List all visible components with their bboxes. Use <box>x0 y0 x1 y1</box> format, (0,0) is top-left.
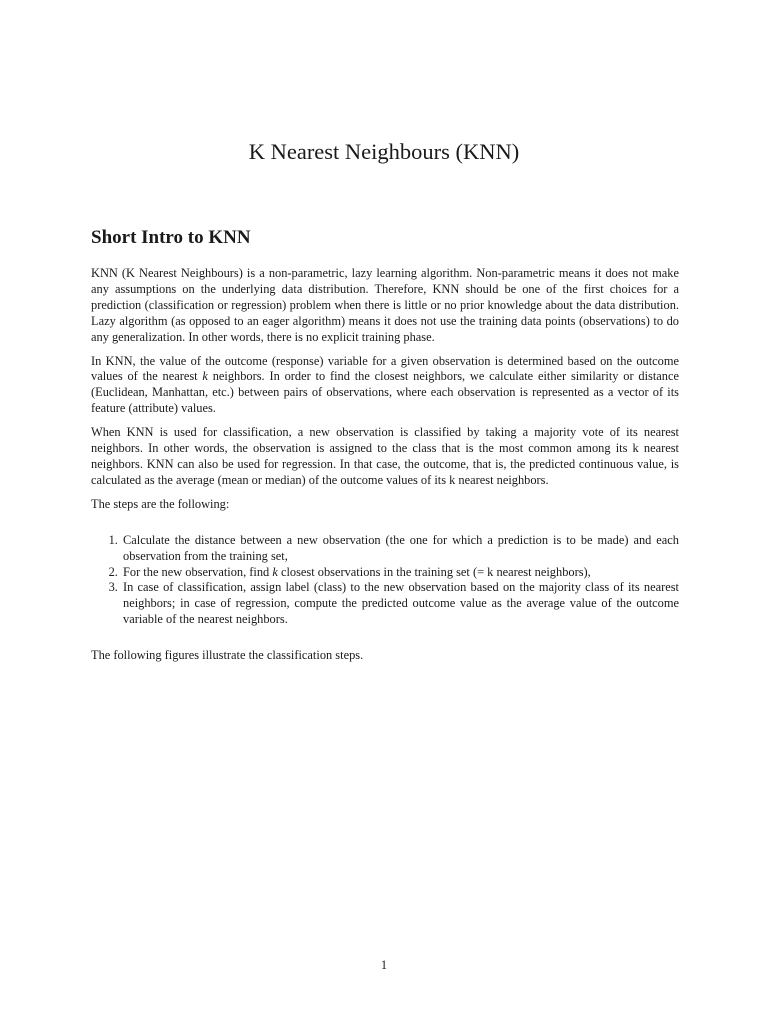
variable-k: k <box>202 369 208 384</box>
step-item: 2. For the new observation, find k closest observations in the training set (= k nearest neighbors), <box>121 565 679 581</box>
document-title: K Nearest Neighbours (KNN) <box>248 139 520 164</box>
paragraph-classification: When KNN is used for classification, a new observation is classified by taking a majority vote of its nearest neighbors. In other words, the observation is assigned to the class that is the most common among its k nearest neighbors. KNN can also be used for regression. In that case, the outcome, that is, the predicted continuous value, is calculated as the average (mean or median) of the outcome values of its k nearest neighbors. <box>91 425 679 487</box>
document-body <box>91 266 679 672</box>
steps-list <box>91 533 679 628</box>
step-item: 1. Calculate the distance between a new observation (the one for which a prediction is to be made) and each observation from the training set, <box>121 533 679 565</box>
steps-intro: The steps are the following: <box>91 496 230 511</box>
section-heading: Short Intro to KNN <box>91 227 251 248</box>
step-item: 3. In case of classification, assign label (class) to the new observation based on the majority class of its nearest neighbors; in case of regression, compute the predicted outcome value as the average value of the outcome variable of the nearest neighbors. <box>121 580 679 628</box>
paragraph-intro: KNN (K Nearest Neighbours) is a non-parametric, lazy learning algorithm. Non-parametric means it does not make any assumptions on the underlying data distribution. Therefore, KNN should be one of the first choices for a prediction (classification or regression) problem when there is little or no prior knowledge about the data distribution. Lazy algorithm (as opposed to an eager algorithm) means it does not use the training data points (observations) to do any generalization. In other words, there is no explicit training phase. <box>91 266 679 344</box>
closing-paragraph: The following figures illustrate the classification steps. <box>91 648 364 663</box>
paragraph-outcome: In KNN, the value of the outcome (response) variable for a given observation is determined based on the outcome values of the nearest k neighbors. In order to find the closest neighbors, we calculate either similarity or distance (Euclidean, Manhattan, etc.) between pairs of observations, where each observation is represented as a vector of its feature (attribute) values. <box>91 353 679 416</box>
variable-k: k <box>272 564 278 579</box>
page-number: 1 <box>380 958 388 972</box>
